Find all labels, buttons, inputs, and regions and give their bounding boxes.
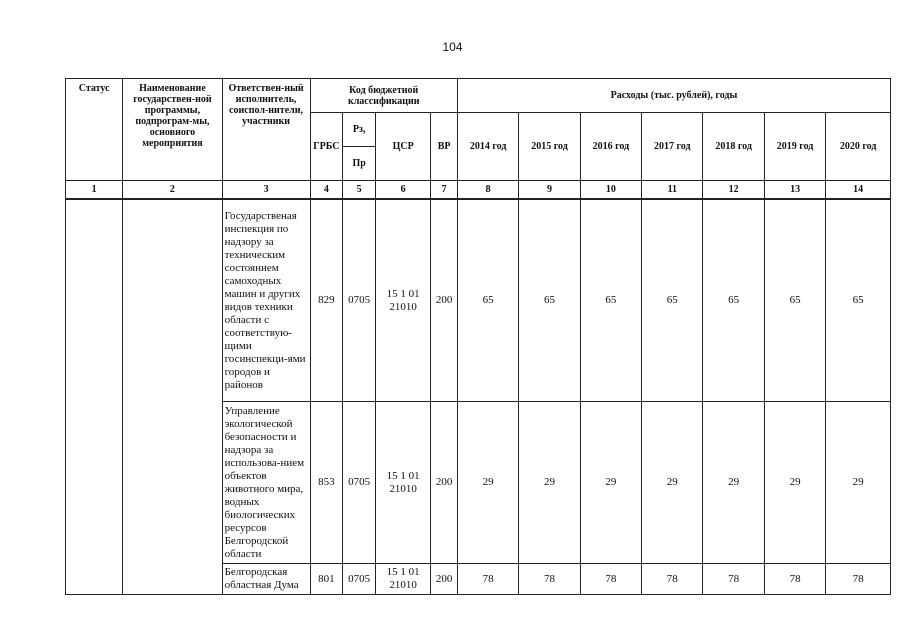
column-number: 7	[431, 181, 458, 200]
column-number: 4	[310, 181, 343, 200]
value-2020: 29	[826, 402, 891, 564]
rzpr-cell: 0705	[343, 564, 376, 595]
value-2018: 65	[703, 199, 764, 402]
header-year-2017: 2017 год	[642, 113, 703, 181]
page-number: 104	[442, 40, 463, 54]
value-2019: 29	[764, 402, 825, 564]
budget-table	[65, 78, 891, 595]
table-row	[66, 199, 891, 402]
value-2016: 78	[580, 564, 641, 595]
column-number: 11	[642, 181, 703, 200]
value-2020: 78	[826, 564, 891, 595]
header-expenses: Расходы (тыс. рублей), годы	[457, 79, 890, 113]
header-year-2018: 2018 год	[703, 113, 764, 181]
csr-cell: 15 1 01 21010	[376, 402, 431, 564]
vr-cell: 200	[431, 564, 458, 595]
value-2017: 29	[642, 402, 703, 564]
header-budget-code: Код бюджетной классификации	[310, 79, 457, 113]
csr-cell: 15 1 01 21010	[376, 564, 431, 595]
header-vr: ВР	[431, 113, 458, 181]
header-year-2016: 2016 год	[580, 113, 641, 181]
column-number: 8	[457, 181, 518, 200]
column-number: 10	[580, 181, 641, 200]
column-number: 6	[376, 181, 431, 200]
column-number: 9	[519, 181, 580, 200]
header-year-2019: 2019 год	[764, 113, 825, 181]
value-2016: 29	[580, 402, 641, 564]
executor-cell: Управление экологической безопасности и надзора за использова-нием объектов животного мира, водных биологических ресурсов Белгородской области	[222, 402, 310, 564]
value-2014: 65	[457, 199, 518, 402]
column-number: 14	[826, 181, 891, 200]
vr-cell: 200	[431, 402, 458, 564]
header-status: Статус	[66, 79, 123, 181]
rzpr-cell: 0705	[343, 402, 376, 564]
grbs-cell: 829	[310, 199, 343, 402]
value-2015: 65	[519, 199, 580, 402]
column-number: 2	[123, 181, 222, 200]
column-number: 5	[343, 181, 376, 200]
value-2014: 29	[457, 402, 518, 564]
program-name-cell	[123, 199, 222, 595]
value-2017: 78	[642, 564, 703, 595]
rzpr-cell: 0705	[343, 199, 376, 402]
column-number: 12	[703, 181, 764, 200]
header-csr: ЦСР	[376, 113, 431, 181]
column-number: 1	[66, 181, 123, 200]
column-number: 13	[764, 181, 825, 200]
csr-cell: 15 1 01 21010	[376, 199, 431, 402]
executor-cell: Белгородская областная Дума	[222, 564, 310, 595]
column-number: 3	[222, 181, 310, 200]
value-2018: 29	[703, 402, 764, 564]
value-2014: 78	[457, 564, 518, 595]
header-pr: Пр	[343, 147, 376, 181]
value-2017: 65	[642, 199, 703, 402]
value-2019: 65	[764, 199, 825, 402]
status-cell	[66, 199, 123, 595]
grbs-cell: 853	[310, 402, 343, 564]
header-year-2015: 2015 год	[519, 113, 580, 181]
grbs-cell: 801	[310, 564, 343, 595]
column-number-row	[66, 181, 891, 200]
value-2015: 29	[519, 402, 580, 564]
value-2016: 65	[580, 199, 641, 402]
value-2019: 78	[764, 564, 825, 595]
header-rz: Рз,	[343, 113, 376, 147]
value-2020: 65	[826, 199, 891, 402]
value-2018: 78	[703, 564, 764, 595]
header-program-name: Наименование государствен-ной программы, подпрограм-мы, основного мероприятия	[123, 79, 222, 181]
executor-cell: Государственая инспекция по надзору за техническим состоянием самоходных машин и других видов техники области с соответствую-щими госинспекци-ями городов и районов	[222, 199, 310, 402]
header-executor: Ответствен-ный исполнитель, соиспол-нители, участники	[222, 79, 310, 181]
value-2015: 78	[519, 564, 580, 595]
header-year-2020: 2020 год	[826, 113, 891, 181]
vr-cell: 200	[431, 199, 458, 402]
header-grbs: ГРБС	[310, 113, 343, 181]
header-year-2014: 2014 год	[457, 113, 518, 181]
